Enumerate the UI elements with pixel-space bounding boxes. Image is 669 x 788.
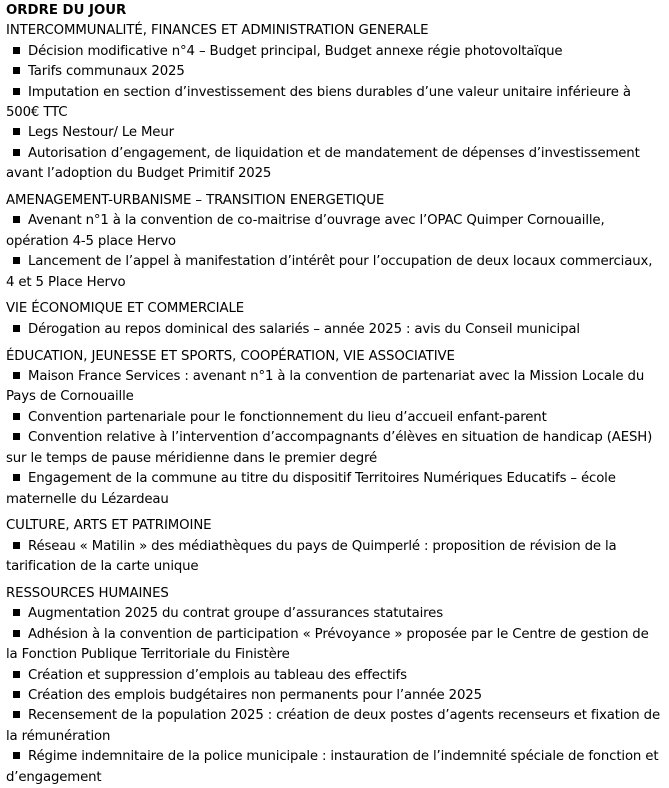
agenda-section — [6, 584, 663, 788]
section-title: RESSOURCES HUMAINES — [6, 585, 169, 601]
agenda-item-text: Lancement de l’appel à manifestation d’intérêt pour l’occupation de deux locaux commerciaux, 4 et 5 Place Hervo — [6, 254, 653, 290]
agenda-item — [6, 666, 663, 686]
agenda-item-text: Autorisation d’engagement, de liquidation et de mandatement de dépenses d’investissement avant l’adoption du Budget Primitif 2025 — [6, 145, 640, 182]
square-bullet-icon — [13, 128, 20, 135]
agenda-item — [6, 252, 663, 293]
square-bullet-icon — [13, 691, 20, 698]
agenda-item-text: Réseau « Matilin » des médiathèques du pays de Quimperlé : proposition de révision de la tarification de la carte unique — [6, 538, 617, 575]
square-bullet-icon — [13, 413, 20, 420]
square-bullet-icon — [13, 609, 20, 616]
section-title: VIE ÉCONOMIQUE ET COMMERCIALE — [6, 301, 245, 317]
square-bullet-icon — [13, 474, 20, 481]
agenda-section — [6, 21, 663, 184]
square-bullet-icon — [13, 88, 20, 95]
agenda-item-text: Convention relative à l’intervention d’accompagnants d’élèves en situation de handicap (AESH) sur le temps de pause méridienne dans le premier degré — [6, 430, 653, 466]
agenda-item — [6, 469, 663, 510]
agenda-item-text: Adhésion à la convention de participation « Prévoyance » proposée par le Centre de gestion de la Fonction Publique Territoriale du Finistère — [6, 626, 649, 663]
agenda-section — [6, 299, 663, 340]
agenda-item — [6, 747, 663, 788]
square-bullet-icon — [13, 67, 20, 74]
square-bullet-icon — [13, 325, 20, 332]
square-bullet-icon — [13, 257, 20, 264]
square-bullet-icon — [13, 630, 20, 637]
agenda-item — [6, 408, 663, 428]
square-bullet-icon — [13, 149, 20, 156]
agenda-item — [6, 428, 663, 469]
square-bullet-icon — [13, 216, 20, 223]
agenda-item — [6, 211, 663, 252]
agenda-item-text: Maison France Services : avenant n°1 à la convention de partenariat avec la Mission Locale du Pays de Cornouaille — [6, 369, 645, 405]
agenda-item — [6, 625, 663, 666]
agenda-item-text: Régime indemnitaire de la police municipale : instauration de l’indemnité spéciale de fonction et d’engagement — [6, 749, 659, 785]
agenda-item — [6, 83, 663, 124]
agenda-item — [6, 706, 663, 747]
agenda-item-list — [6, 537, 663, 578]
section-title: INTERCOMMUNALITÉ, FINANCES ET ADMINISTRATION GENERALE — [6, 23, 429, 39]
agenda-item — [6, 144, 663, 185]
agenda-item-list — [6, 211, 663, 293]
agenda-item-text: Augmentation 2025 du contrat groupe d’assurances statutaires — [28, 606, 443, 622]
agenda-item-text: Avenant n°1 à la convention de co-maitrise d’ouvrage avec l’OPAC Quimper Cornouaille, opération 4-5 place Hervo — [6, 213, 605, 249]
agenda-item-list — [6, 320, 663, 340]
square-bullet-icon — [13, 47, 20, 54]
agenda-item-text: Décision modificative n°4 – Budget principal, Budget annexe régie photovoltaïque — [28, 43, 563, 59]
agenda-item — [6, 367, 663, 408]
agenda-item — [6, 42, 663, 62]
square-bullet-icon — [13, 671, 20, 678]
square-bullet-icon — [13, 433, 20, 440]
agenda-item-text: Recensement de la population 2025 : création de deux postes d’agents recenseurs et fixation de la rémunération — [6, 708, 660, 744]
agenda-section — [6, 516, 663, 577]
agenda-item — [6, 537, 663, 578]
section-title: AMENAGEMENT-URBANISME – TRANSITION ENERGETIQUE — [6, 193, 385, 209]
agenda-item-list — [6, 367, 663, 510]
agenda-item-text: Création et suppression d’emplois au tableau des effectifs — [28, 667, 407, 683]
agenda-item — [6, 62, 663, 82]
agenda-item-list — [6, 42, 663, 185]
square-bullet-icon — [13, 752, 20, 759]
agenda-item-text: Dérogation au repos dominical des salariés – année 2025 : avis du Conseil municipal — [28, 321, 580, 337]
agenda-item-text: Tarifs communaux 2025 — [28, 64, 185, 80]
agenda-title: ORDRE DU JOUR — [6, 3, 127, 18]
agenda-section — [6, 347, 663, 510]
agenda-sections — [6, 21, 663, 788]
agenda-item — [6, 320, 663, 340]
section-title: ÉDUCATION, JEUNESSE ET SPORTS, COOPÉRATION, VIE ASSOCIATIVE — [6, 348, 455, 364]
square-bullet-icon — [13, 372, 20, 379]
agenda-item — [6, 604, 663, 624]
agenda-item — [6, 123, 663, 143]
section-title: CULTURE, ARTS ET PATRIMOINE — [6, 518, 212, 534]
square-bullet-icon — [13, 711, 20, 718]
agenda-item-text: Convention partenariale pour le fonctionnement du lieu d’accueil enfant-parent — [28, 409, 547, 425]
agenda-item-text: Legs Nestour/ Le Meur — [28, 125, 174, 141]
agenda-item-text: Création des emplois budgétaires non permanents pour l’année 2025 — [28, 687, 482, 703]
agenda-item-text: Engagement de la commune au titre du dispositif Territoires Numériques Educatifs – école maternelle du Lézardeau — [6, 471, 616, 507]
agenda-section — [6, 191, 663, 293]
agenda-item-list — [6, 604, 663, 788]
agenda-item — [6, 686, 663, 706]
agenda-item-text: Imputation en section d’investissement des biens durables d’une valeur unitaire inférieure à 500€ TTC — [6, 84, 631, 121]
square-bullet-icon — [13, 542, 20, 549]
